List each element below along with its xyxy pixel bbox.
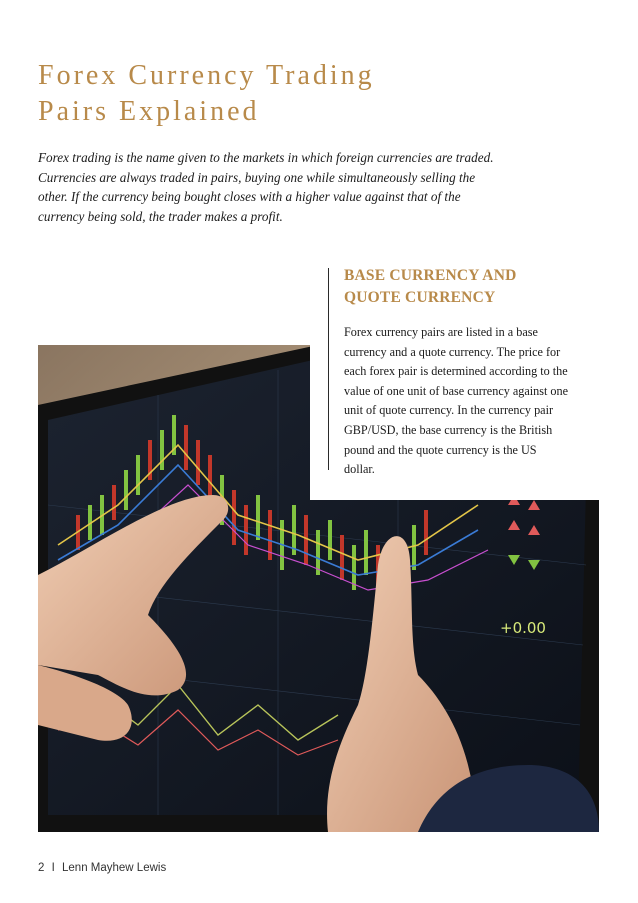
intro-paragraph: Forex trading is the name given to the markets in which foreign currencies are traded. Currencies are always traded in pairs, buying one while simultaneously selling the other. If the currency being bought closes with a higher value against that of the currency being sold, the trader makes a profit. <box>38 150 494 224</box>
sidebar-divider <box>328 268 329 470</box>
author-name: Lenn Mayhew Lewis <box>62 862 167 874</box>
page-title-line-1: Forex Currency Trading <box>38 60 375 91</box>
screen-readout-text: +0.00 <box>500 619 546 637</box>
sidebar-heading <box>344 265 584 309</box>
page-number: 2 <box>38 862 45 874</box>
page-footer <box>38 862 170 874</box>
sidebar-heading-line-1: BASE CURRENCY AND <box>344 267 517 284</box>
page-title-line-2: Pairs Explained <box>38 96 260 127</box>
sidebar-heading-line-2: QUOTE CURRENCY <box>344 289 496 306</box>
sidebar-body: Forex currency pairs are listed in a base currency and a quote currency. The price for each forex pair is determined according to the value of one unit of base currency against one unit of quote currency. In the currency pair GBP/USD, the base currency is the British pound and the quote currency is the US dollar. <box>344 325 569 477</box>
page-title <box>38 58 478 130</box>
footer-separator: I <box>51 862 55 874</box>
